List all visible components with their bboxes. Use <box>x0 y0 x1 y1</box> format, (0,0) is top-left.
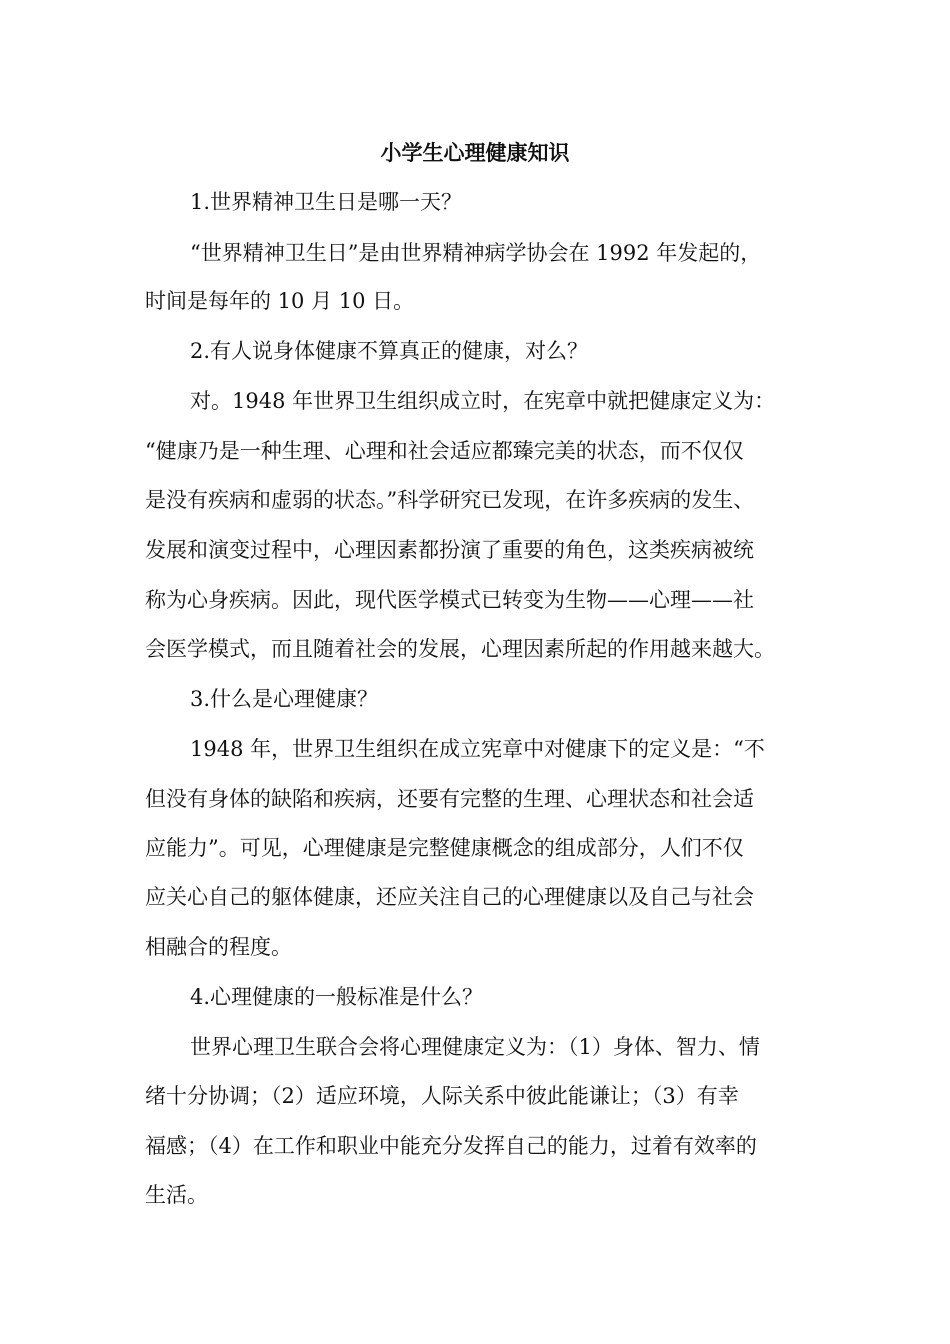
answer-3-line-1: 1948 年，世界卫生组织在成立宪章中对健康下的定义是：“不 <box>190 737 765 761</box>
answer-2-line-3: 是没有疾病和虚弱的状态。”科学研究已发现，在许多疾病的发生、 <box>145 488 755 512</box>
question-3: 3.什么是心理健康？ <box>190 687 379 711</box>
answer-1-line-1: “世界精神卫生日”是由世界精神病学协会在 1992 年发起的， <box>190 241 762 265</box>
answer-2-line-1: 对。1948 年世界卫生组织成立时，在宪章中就把健康定义为： <box>190 389 776 413</box>
answer-4-line-2: 绪十分协调；（2）适应环境，人际关系中彼此能谦让；（3）有幸 <box>145 1084 739 1108</box>
page-title: 小学生心理健康知识 <box>380 141 570 165</box>
question-1: 1.世界精神卫生日是哪一天？ <box>190 190 463 214</box>
answer-4-line-1: 世界心理卫生联合会将心理健康定义为：（1）身体、智力、情 <box>190 1035 760 1059</box>
answer-2-line-2: “健康乃是一种生理、心理和社会适应都臻完美的状态，而不仅仅 <box>145 439 744 463</box>
question-4: 4.心理健康的一般标准是什么？ <box>190 985 484 1009</box>
answer-2-line-5: 称为心身疾病。因此，现代医学模式已转变为生物——心理——社 <box>145 588 754 612</box>
answer-4-line-4: 生活。 <box>145 1183 208 1207</box>
answer-3-line-4: 应关心自己的躯体健康，还应关注自己的心理健康以及自己与社会 <box>145 885 754 909</box>
question-2: 2.有人说身体健康不算真正的健康，对么？ <box>190 339 589 363</box>
answer-3-line-2: 但没有身体的缺陷和疾病，还要有完整的生理、心理状态和社会适 <box>145 787 754 811</box>
answer-2-line-4: 发展和演变过程中，心理因素都扮演了重要的角色，这类疾病被统 <box>145 538 754 562</box>
answer-3-line-3: 应能力”。可见，心理健康是完整健康概念的组成部分，人们不仅 <box>145 836 744 860</box>
answer-1-line-2: 时间是每年的 10 月 10 日。 <box>145 289 415 313</box>
answer-4-line-3: 福感；（4）在工作和职业中能充分发挥自己的能力，过着有效率的 <box>145 1134 757 1158</box>
answer-3-line-5: 相融合的程度。 <box>145 935 292 959</box>
answer-2-line-6: 会医学模式，而且随着社会的发展，心理因素所起的作用越来越大。 <box>145 637 775 661</box>
